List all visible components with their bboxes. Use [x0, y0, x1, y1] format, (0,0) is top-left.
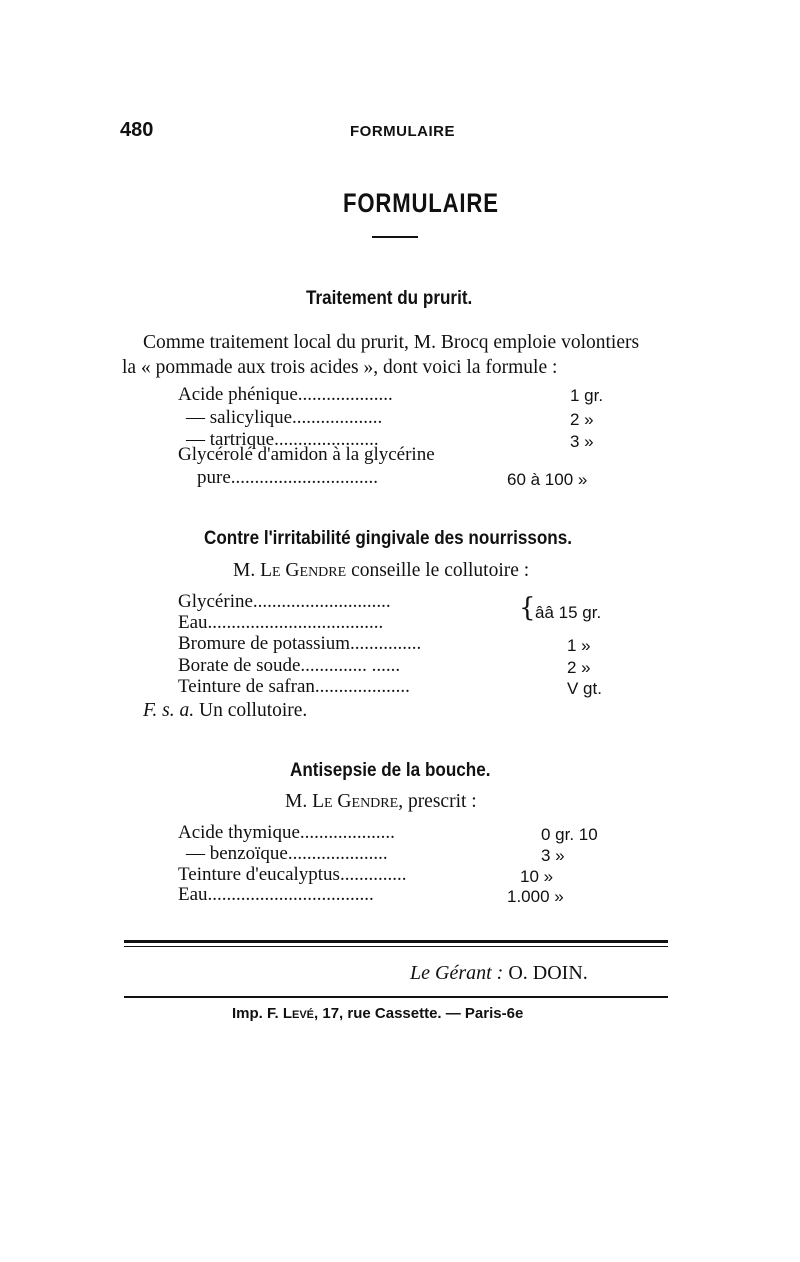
author-name: Le Gendre: [260, 560, 347, 581]
formula-row: Borate de soude.............. ......: [178, 655, 401, 676]
formula-row: Glycérolé d'amidon à la glycérine: [178, 444, 435, 465]
note-text: Un collutoire.: [194, 700, 308, 721]
formula-qty: 0 gr. 10: [541, 825, 598, 844]
running-head: FORMULAIRE: [350, 123, 455, 140]
gerant-name: O. DOIN.: [503, 962, 588, 984]
intro-line-1: Comme traitement local du prurit, M. Brocq emploie volontiers: [143, 332, 640, 353]
intro-suffix: , prescrit :: [398, 791, 477, 812]
formula-row: Acide thymique....................: [178, 822, 395, 843]
printer-name: Levé: [282, 1005, 315, 1022]
intro-suffix: conseille le collutoire :: [346, 560, 530, 581]
abbrev-fsa: F. s. a.: [143, 700, 195, 721]
section-title-gingivale: Contre l'irritabilité gingivale des nourrissons.: [204, 528, 573, 549]
formula-row: Eau...................................: [178, 884, 374, 905]
formula-row: Teinture de safran....................: [178, 676, 410, 697]
page-number: 480: [120, 119, 154, 141]
formula-qty: V gt.: [567, 679, 602, 698]
formula-qty: 2 »: [567, 658, 591, 677]
formula-row: Glycérine.............................: [178, 591, 391, 612]
section-title-antisepsie: Antisepsie de la bouche.: [290, 760, 491, 781]
brace-icon: {: [519, 593, 536, 623]
gerant-line: [410, 962, 588, 985]
formula-row: Bromure de potassium...............: [178, 633, 422, 654]
intro-prefix: M.: [233, 560, 261, 581]
intro-line-2: la « pommade aux trois acides », dont voici la formule :: [122, 357, 558, 378]
collutoire-note: [143, 700, 307, 722]
page-title: FORMULAIRE: [343, 188, 499, 218]
formula-qty: 60 à 100 »: [507, 470, 588, 489]
formula-row: pure...............................: [197, 467, 379, 488]
intro-prefix: M.: [285, 791, 313, 812]
formula-qty: ââ 15 gr.: [535, 603, 602, 622]
intro-line: [285, 791, 477, 813]
formula-qty: 3 »: [541, 846, 565, 865]
formula-qty: 2 »: [570, 410, 594, 429]
gerant-label: Le Gérant :: [410, 962, 504, 984]
formula-row: — salicylique...................: [186, 407, 383, 428]
footer-rule-thick: [124, 940, 668, 943]
author-name: Le Gendre: [312, 791, 399, 812]
formula-row: Eau.....................................: [178, 612, 384, 633]
formula-row: Teinture d'eucalyptus..............: [178, 864, 407, 885]
section-title-prurit: Traitement du prurit.: [306, 288, 473, 309]
formula-row: — tartrique......................: [186, 429, 379, 450]
footer-rule-thin: [124, 946, 668, 947]
imprint-suffix: , 17, rue Cassette. — Paris-6e: [314, 1005, 524, 1022]
formula-row: — benzoïque.....................: [186, 843, 388, 864]
formula-qty: 10 »: [520, 867, 554, 886]
imprint-line: [232, 1005, 523, 1022]
formula-qty: 1.000 »: [507, 887, 564, 906]
imprint-rule: [124, 996, 668, 998]
formula-row: Acide phénique....................: [178, 384, 393, 405]
formula-qty: 1 gr.: [570, 386, 604, 405]
intro-line: [233, 560, 529, 582]
formula-qty: 3 »: [570, 432, 594, 451]
formula-qty: 1 »: [567, 636, 591, 655]
imprint-prefix: Imp. F.: [232, 1005, 283, 1022]
title-rule: [372, 236, 418, 238]
